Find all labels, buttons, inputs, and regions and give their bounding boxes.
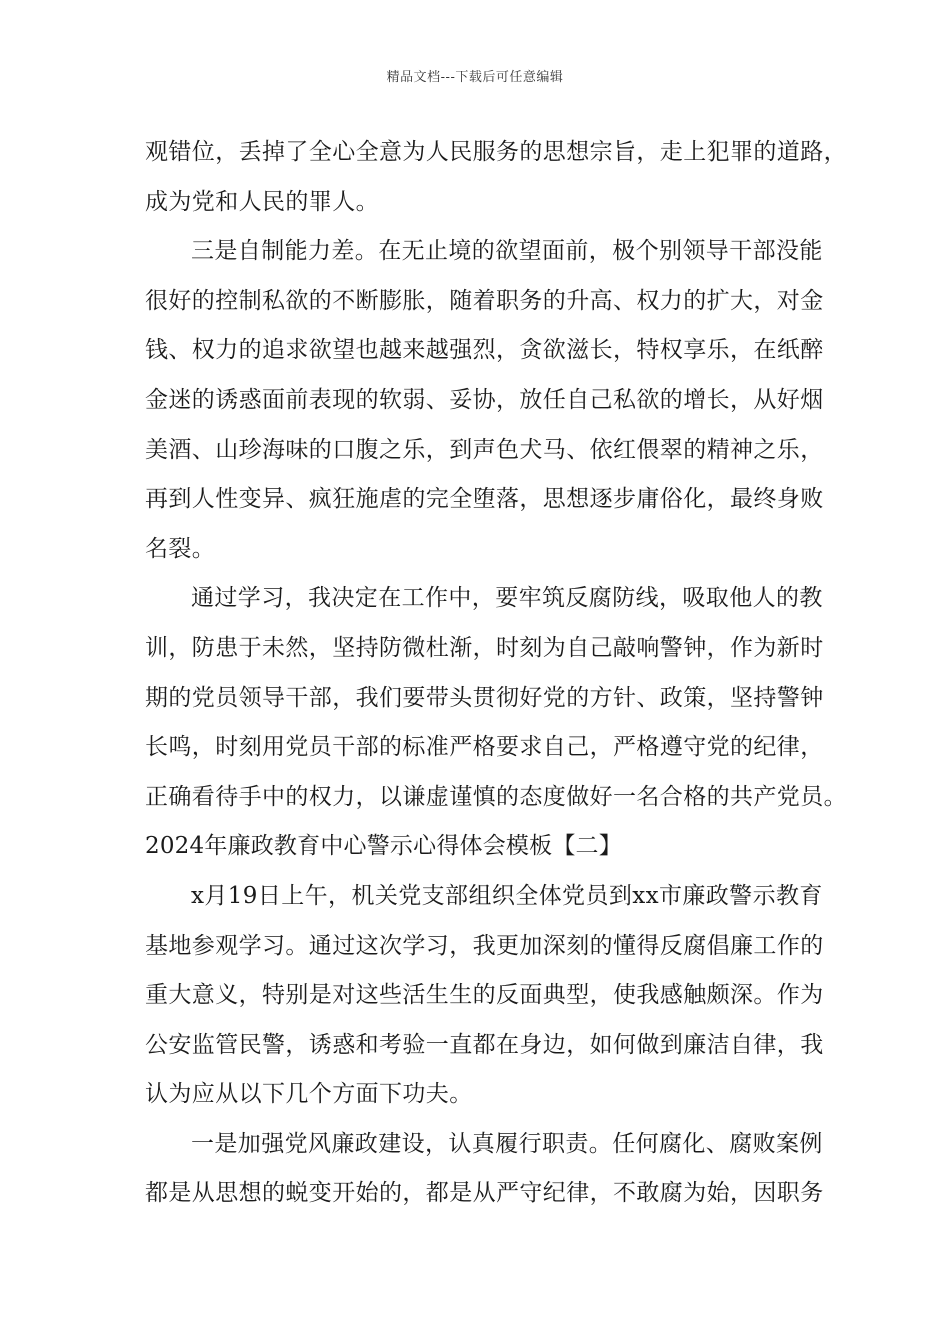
text-line: 再到人性变异、疯狂施虐的完全堕落，思想逐步庸俗化，最终身败: [145, 486, 824, 513]
text-line: 认为应从以下几个方面下功夫。: [145, 1081, 473, 1108]
text-line: 训，防患于未然，坚持防微杜渐，时刻为自己敲响警钟，作为新时: [145, 634, 824, 661]
paragraph-start: 三是自制能力差。在无止境的欲望面前，极个别领导干部没能: [191, 238, 823, 265]
document-body: [145, 128, 847, 1219]
text-line: 公安监管民警，诱惑和考验一直都在身边，如何做到廉洁自律，我: [145, 1031, 824, 1058]
text-line: 观错位，丢掉了全心全意为人民服务的思想宗旨，走上犯罪的道路，: [145, 139, 847, 165]
text-line: 金迷的诱惑面前表现的软弱、妥协，放任自己私欲的增长，从好烟: [145, 386, 824, 413]
text-line: 期的党员领导干部，我们要带头贯彻好党的方针、政策，坚持警钟: [145, 684, 824, 711]
text-line: 名裂。: [145, 535, 216, 562]
text-line: 长鸣，时刻用党员干部的标准严格要求自己，严格遵守党的纪律，: [145, 734, 824, 761]
text-line: 都是从思想的蜕变开始的，都是从严守纪律，不敢腐为始，因职务: [145, 1180, 824, 1207]
text-line: 钱、权力的追求欲望也越来越强烈，贪欲滋长，特权享乐，在纸醉: [145, 337, 824, 364]
text-line: 正确看待手中的权力，以谦虚谨慎的态度做好一名合格的共产党员。: [145, 783, 847, 810]
text-line: 成为党和人民的罪人。: [145, 188, 379, 215]
paragraph-start: 一是加强党风廉政建设，认真履行职责。任何腐化、腐败案例: [191, 1130, 823, 1157]
paragraph-start: x月19日上午，机关党支部组织全体党员到xx市廉政警示教育: [191, 882, 823, 909]
text-line: 基地参观学习。通过这次学习，我更加深刻的懂得反腐倡廉工作的: [145, 932, 824, 959]
page-header: 精品文档---下载后可任意编辑: [386, 70, 564, 85]
text-line: 重大意义，特别是对这些活生生的反面典型，使我感触颇深。作为: [145, 982, 824, 1009]
paragraph-start: 通过学习，我决定在工作中，要牢筑反腐防线，吸取他人的教: [191, 585, 823, 612]
text-line: 美酒、山珍海味的口腹之乐，到声色犬马、依红偎翠的精神之乐，: [145, 436, 824, 463]
section-heading: 2024年廉政教育中心警示心得体会模板【二】: [145, 833, 622, 860]
text-line: 很好的控制私欲的不断膨胀，随着职务的升高、权力的扩大，对金: [145, 287, 824, 314]
